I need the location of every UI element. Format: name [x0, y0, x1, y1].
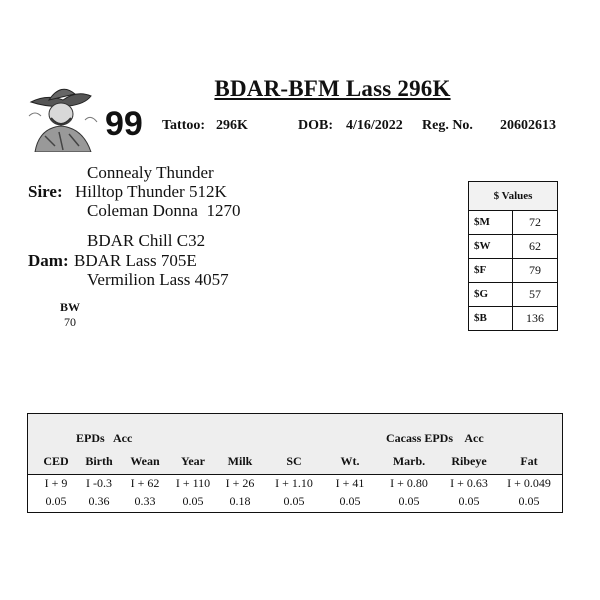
- bw-label: BW: [60, 300, 81, 314]
- dollar-value-key: $B: [469, 307, 513, 330]
- epd-accuracy: 0.33: [134, 494, 156, 508]
- epd-accuracy: 0.18: [229, 494, 251, 508]
- dollar-values-header: $ Values: [469, 182, 557, 211]
- dollar-value-number: 62: [529, 239, 541, 253]
- animal-name-title: BDAR-BFM Lass 296K: [214, 76, 451, 101]
- epd-col-header-wean: Wean: [130, 454, 160, 468]
- epd-accuracy: 0.05: [45, 494, 67, 508]
- epd-value: I + 0.049: [507, 476, 551, 490]
- sire-name: Hilltop Thunder 512K: [75, 182, 227, 201]
- reg-no-value: 20602613: [500, 118, 556, 133]
- dollar-value-row: [469, 307, 557, 330]
- dollar-value-row: [469, 235, 557, 259]
- dam-label: Dam:: [28, 251, 69, 270]
- epd-value: I + 41: [335, 476, 365, 490]
- dollar-value-key: $M: [469, 211, 513, 234]
- epd-col-header-fat: Fat: [520, 454, 538, 468]
- epd-value: I + 62: [130, 476, 160, 490]
- dollar-value-number: 72: [529, 215, 541, 229]
- epd-value: I + 0.63: [450, 476, 488, 490]
- carcass-epd-group-label: Cacass EPDs Acc: [386, 431, 484, 445]
- epd-accuracy: 0.05: [398, 494, 420, 508]
- dollar-value-key: $F: [469, 259, 513, 282]
- sire-dam: Coleman Donna 1270: [87, 201, 241, 220]
- epd-accuracy: 0.05: [339, 494, 361, 508]
- tattoo-label: Tattoo:: [162, 118, 206, 133]
- dob-value: 4/16/2022: [346, 118, 403, 133]
- dollar-value-number: 79: [529, 263, 541, 277]
- epd-value: I + 110: [175, 476, 211, 490]
- epd-col-header-wt: Wt.: [340, 454, 360, 468]
- dam-sire: BDAR Chill C32: [87, 231, 206, 250]
- epd-value: I + 26: [225, 476, 255, 490]
- epd-value: I + 9: [44, 476, 68, 490]
- epd-accuracy: 0.05: [283, 494, 305, 508]
- epd-accuracy: 0.36: [88, 494, 110, 508]
- epd-accuracy: 0.05: [458, 494, 480, 508]
- sire-sire: Connealy Thunder: [87, 163, 214, 182]
- epd-value: I + 1.10: [275, 476, 313, 490]
- epd-col-header-sc: SC: [286, 454, 302, 468]
- dollar-value-row: [469, 283, 557, 307]
- dollar-value-row: [469, 211, 557, 235]
- epd-col-header-milk: Milk: [227, 454, 253, 468]
- epd-col-header-birth: Birth: [85, 454, 113, 468]
- epd-col-header-marb: Marb.: [392, 454, 426, 468]
- dam-dam: Vermilion Lass 4057: [87, 270, 229, 289]
- dam-name: BDAR Lass 705E: [74, 251, 197, 270]
- epd-col-header-year: Year: [181, 454, 205, 468]
- epd-group-label: EPDs Acc: [76, 431, 133, 445]
- epd-accuracy: 0.05: [518, 494, 540, 508]
- dollar-values-box: [468, 181, 558, 331]
- reg-no-label: Reg. No.: [422, 118, 473, 133]
- epd-col-header-ced: CED: [43, 454, 69, 468]
- epd-table: [27, 413, 563, 513]
- sire-label: Sire:: [28, 182, 63, 201]
- dollar-value-number: 57: [529, 287, 541, 301]
- dollar-value-row: [469, 259, 557, 283]
- epd-value: I -0.3: [86, 476, 112, 490]
- epd-col-header-ribeye: Ribeye: [451, 454, 487, 468]
- tattoo-value: 296K: [216, 118, 248, 133]
- dob-label: DOB:: [298, 118, 333, 133]
- dollar-value-number: 136: [526, 311, 544, 325]
- dollar-value-key: $G: [469, 283, 513, 306]
- dollar-value-key: $W: [469, 235, 513, 258]
- epd-accuracy: 0.05: [182, 494, 204, 508]
- lot-number: 99: [105, 105, 143, 143]
- epd-value: I + 0.80: [390, 476, 428, 490]
- bw-value: 70: [64, 315, 76, 329]
